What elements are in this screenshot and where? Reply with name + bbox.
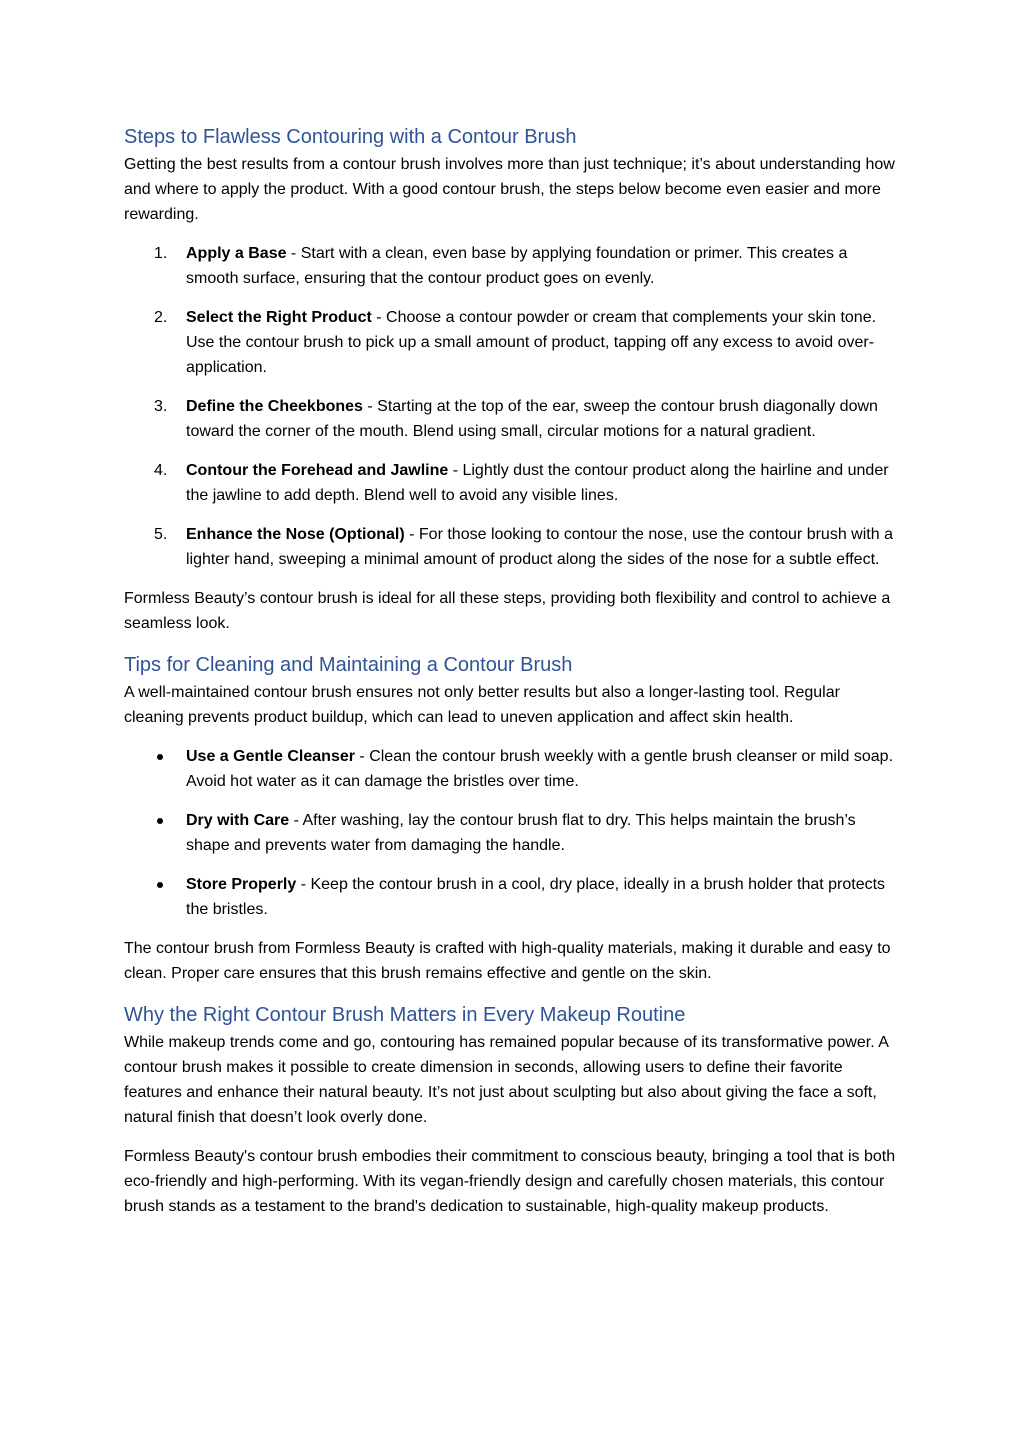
step-title: Enhance the Nose (Optional) [186,526,405,543]
bullet-icon [157,818,163,824]
paragraph: Formless Beauty's contour brush embodies their commitment to conscious beauty, bringing a tool that is both eco-friendly and high-performing. With its vegan-friendly design and carefully chosen materials, this contour brush stands as a testament to the brand's dedication to sustainable, high-quality makeup products. [124,1148,896,1215]
tip-title: Use a Gentle Cleanser [186,748,355,765]
section-contouring-steps [124,122,900,636]
list-number: 5. [154,526,168,543]
step-title: Define the Cheekbones [186,398,363,415]
section-intro: A well-maintained contour brush ensures not only better results but also a longer-lasting tool. Regular cleaning prevents product buildup, which can lead to uneven application and affect skin health. [124,684,840,726]
step-text: - Start with a clean, even base by applying foundation or primer. This creates a smooth surface, ensuring that the contour product goes on evenly. [186,245,848,287]
list-number: 1. [154,245,168,262]
tip-text: - After washing, lay the contour brush flat to dry. This helps maintain the brush’s shape and prevents water from damaging the handle. [186,812,856,854]
tips-list [124,744,900,922]
step-title: Apply a Base [186,245,287,262]
list-item [124,458,900,508]
list-item [124,394,900,444]
list-item [124,241,900,291]
section-intro: Getting the best results from a contour brush involves more than just technique; it’s about understanding how and where to apply the product. With a good contour brush, the steps below become even easier and more rewarding. [124,156,895,223]
tip-title: Store Properly [186,876,297,893]
step-text: - Starting at the top of the ear, sweep the contour brush diagonally down toward the corner of the mouth. Blend using small, circular motions for a natural gradient. [186,398,878,440]
tip-text: - Keep the contour brush in a cool, dry place, ideally in a brush holder that protects the bristles. [186,876,886,918]
step-text: - Lightly dust the contour product along the hairline and under the jawline to add depth. Blend well to avoid any visible lines. [186,462,889,504]
tip-text: - Clean the contour brush weekly with a gentle brush cleanser or mild soap. Avoid hot water as it can damage the bristles over time. [186,748,894,790]
tip-title: Dry with Care [186,812,290,829]
steps-list [124,241,900,572]
list-item [124,305,900,380]
document-page [124,122,900,1233]
list-item [124,744,900,794]
list-item [124,522,900,572]
section-outro: The contour brush from Formless Beauty is crafted with high-quality materials, making it durable and easy to clean. Proper care ensures that this brush remains effective and gentle on the skin. [124,940,891,982]
step-title: Contour the Forehead and Jawline [186,462,449,479]
list-item [124,872,900,922]
section-heading: Steps to Flawless Contouring with a Contour Brush [124,126,577,148]
section-heading: Why the Right Contour Brush Matters in Every Makeup Routine [124,1004,686,1026]
list-number: 3. [154,398,168,415]
section-outro: Formless Beauty’s contour brush is ideal for all these steps, providing both flexibility and control to achieve a seamless look. [124,590,891,632]
section-why-it-matters [124,1000,900,1219]
list-number: 2. [154,309,168,326]
bullet-icon [157,754,163,760]
list-item [124,808,900,858]
bullet-icon [157,882,163,888]
step-text: - Choose a contour powder or cream that complements your skin tone. Use the contour brush to pick up a small amount of product, tapping off any excess to avoid over-application. [186,309,877,376]
step-title: Select the Right Product [186,309,372,326]
section-cleaning-tips [124,650,900,986]
list-number: 4. [154,462,168,479]
step-text: - For those looking to contour the nose, use the contour brush with a lighter hand, sweeping a minimal amount of product along the sides of the nose for a subtle effect. [186,526,893,568]
paragraph: While makeup trends come and go, contouring has remained popular because of its transformative power. A contour brush makes it possible to create dimension in seconds, allowing users to define their favorite features and enhance their natural beauty. It’s not just about sculpting but also about giving the face a soft, natural finish that doesn’t look overly done. [124,1034,888,1126]
section-heading: Tips for Cleaning and Maintaining a Contour Brush [124,654,573,676]
